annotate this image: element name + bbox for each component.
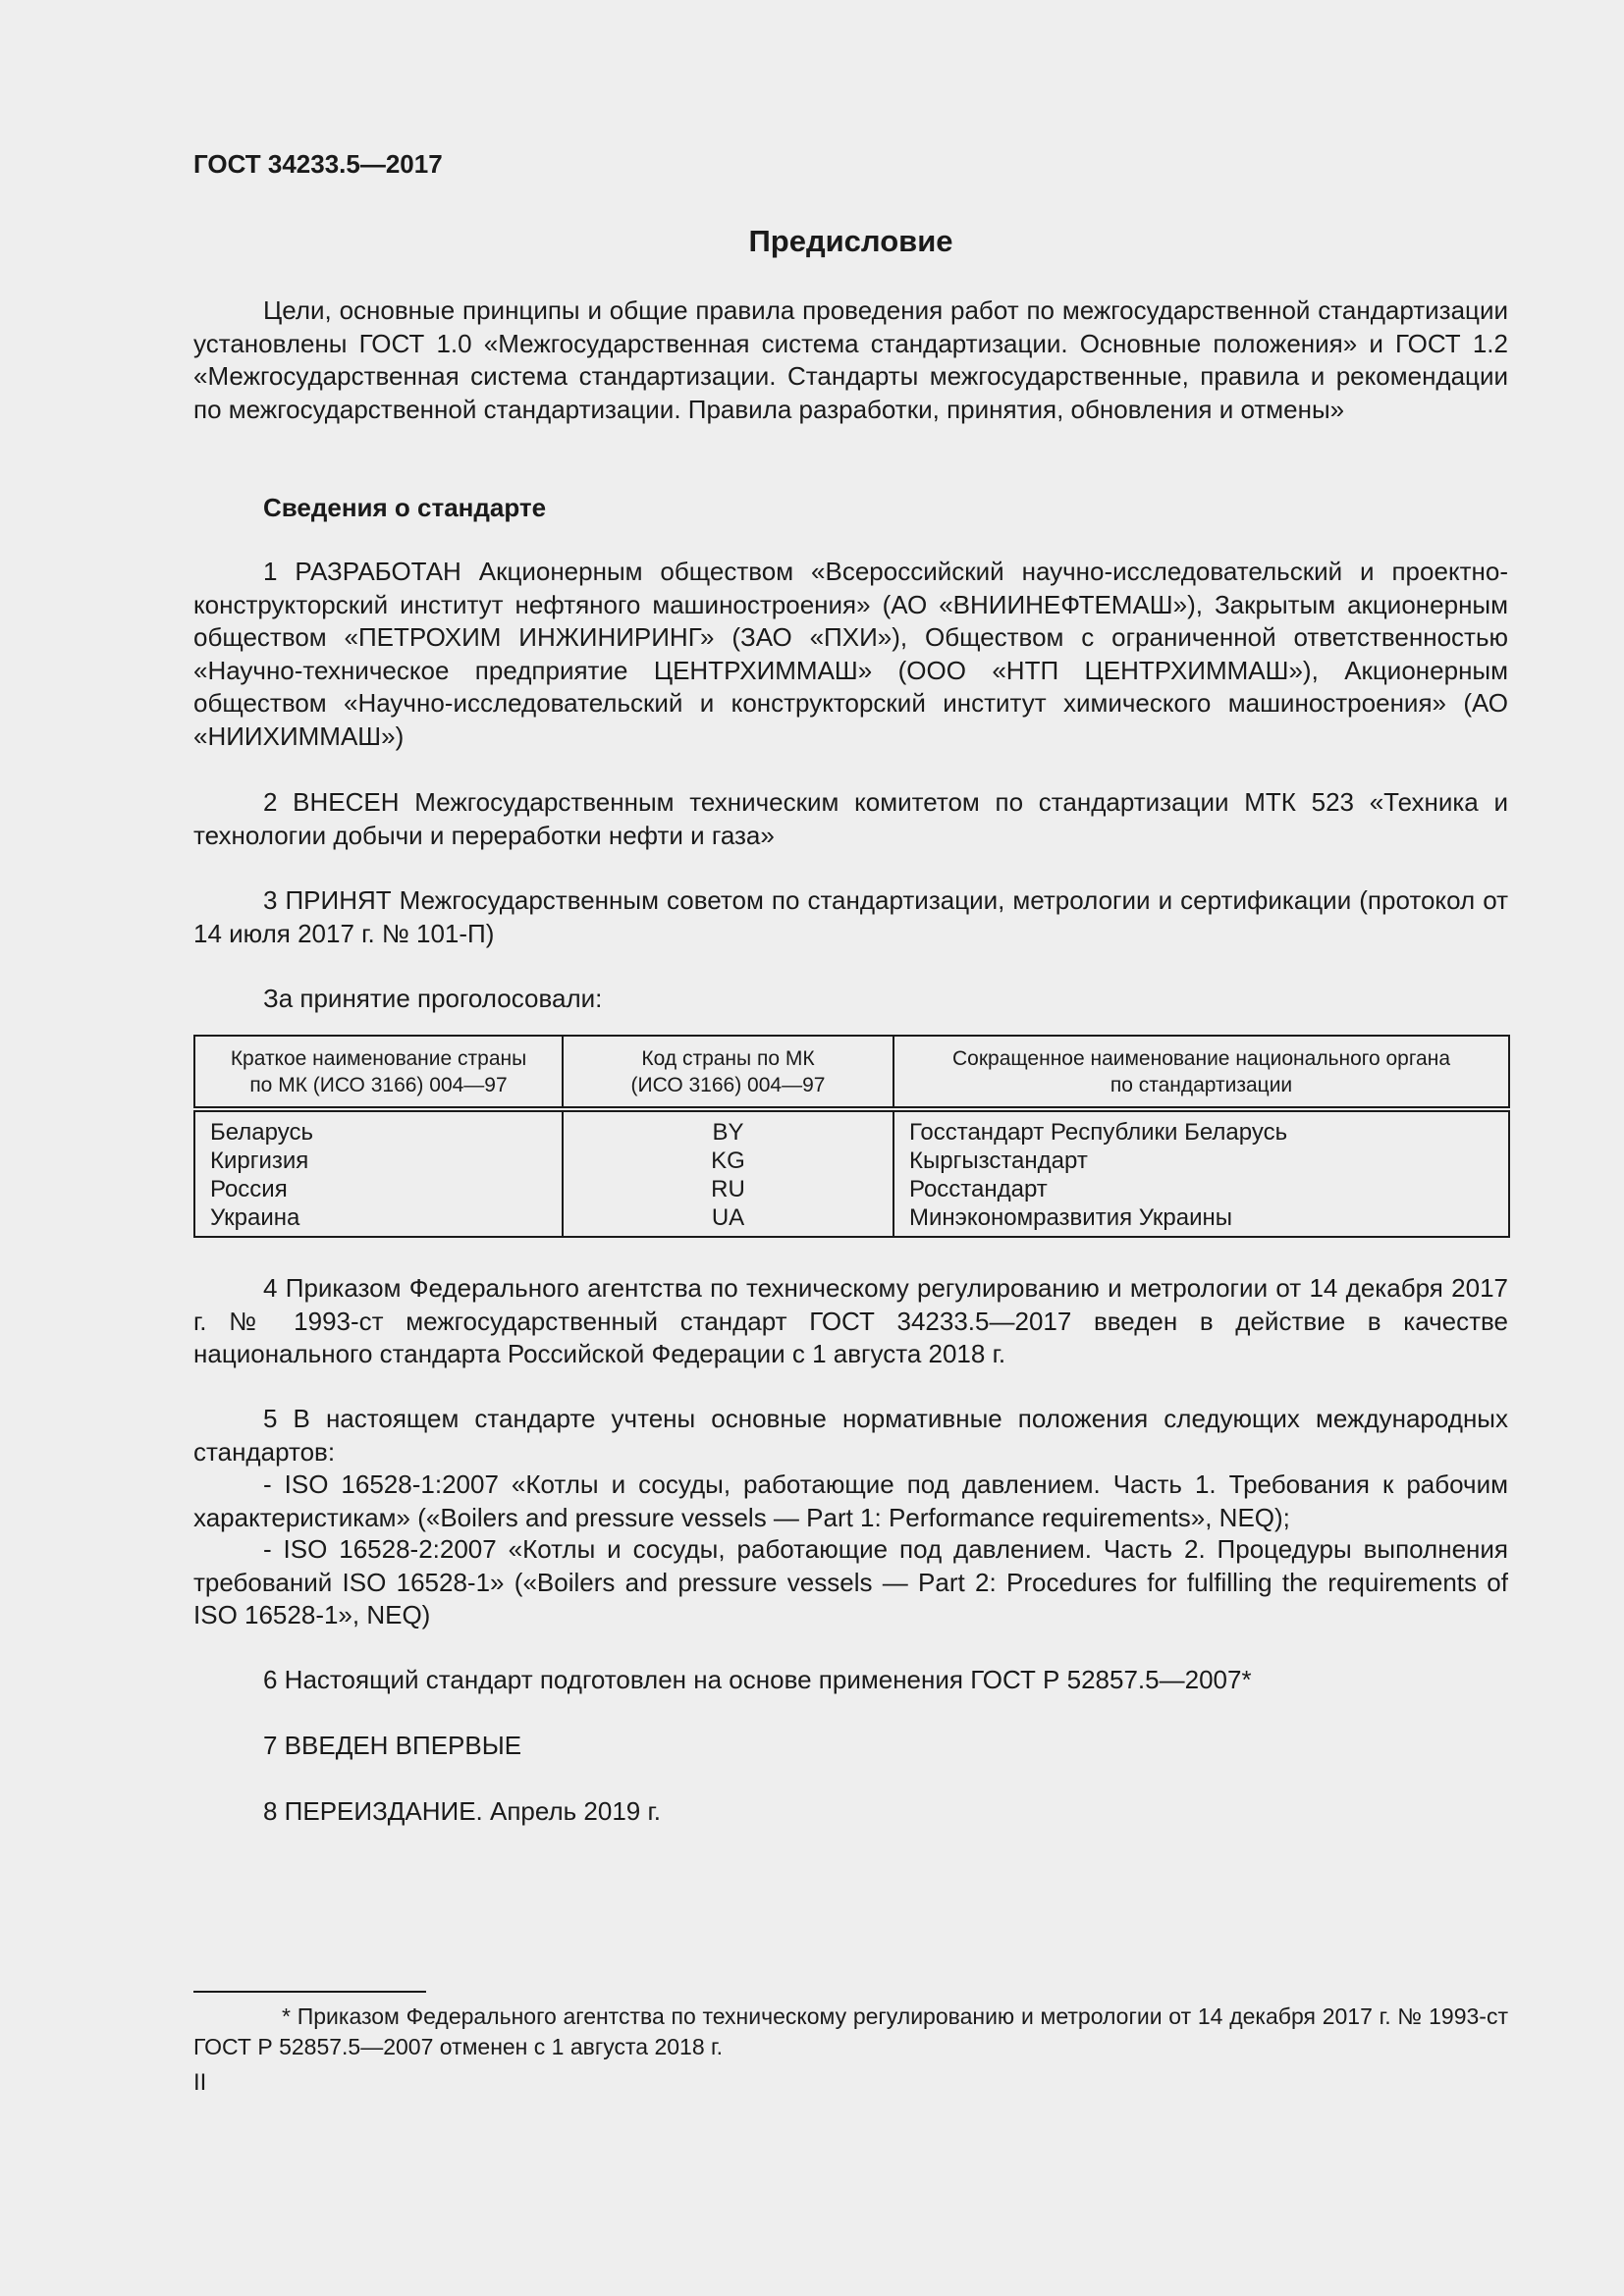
table-header-row xyxy=(194,1036,1509,1109)
agency-names-cell xyxy=(893,1109,1509,1237)
agency-name: Госстандарт Республики Беларусь xyxy=(909,1119,1288,1146)
item-5-iso-2: - ISO 16528-2:2007 «Котлы и сосуды, работающие под давлением. Часть 2. Процедуры выполнения требований ISO 16528-1» («Boilers and pressure vessels — Part 2: Procedures for fulfilling the requirements of ISO 16528-1», NEQ) xyxy=(193,1534,1508,1629)
item-7-first: 7 ВВЕДЕН ВПЕРВЫЕ xyxy=(263,1731,522,1760)
country-code: UA xyxy=(711,1204,745,1231)
country-name: Беларусь xyxy=(210,1119,313,1146)
item-3-adopted: 3 ПРИНЯТ Межгосударственным советом по стандартизации, метрологии и сертификации (протокол от 14 июля 2017 г. № 101-П) xyxy=(193,885,1508,948)
table-header-agency: Сокращенное наименование национального органа по стандартизации xyxy=(893,1036,1509,1109)
item-1-developed: 1 РАЗРАБОТАН Акционерным обществом «Всероссийский научно-исследовательский и проектно-конструкторский институт нефтяного машиностроения» (АО «ВНИИНЕФТЕМАШ»), Закрытым акционерным обществом «ПЕТРОХИМ ИНЖИНИРИНГ» (ЗАО «ПХИ»), Обществом с ограниченной ответственностью «Научно-техническое предприятие ЦЕНТРХИММАШ» (ООО «НТП ЦЕНТРХИММАШ»), Акционерным обществом «Научно-исследовательский и конструкторский институт химического машиностроения» (АО «НИИХИММАШ») xyxy=(193,557,1508,751)
country-name: Россия xyxy=(210,1176,288,1202)
intro-paragraph: Цели, основные принципы и общие правила проведения работ по межгосударственной стандартизации установлены ГОСТ 1.0 «Межгосударственная система стандартизации. Основные положения» и ГОСТ 1.2 «Межгосударственная система стандартизации. Стандарты межгосударственные, правила и рекомендации по межгосударственной стандартизации. Правила разработки, принятия, обновления и отмены» xyxy=(193,295,1508,424)
country-code: RU xyxy=(711,1176,745,1202)
footnote: * Приказом Федерального агентства по техническому регулированию и метрологии от 14 декабря 2017 г. № 1993-ст ГОСТ Р 52857.5—2007 отменен с 1 августа 2018 г. xyxy=(193,2003,1508,2059)
agency-name: Росстандарт xyxy=(909,1176,1048,1202)
page-number: II xyxy=(193,2069,207,2096)
country-name: Украина xyxy=(210,1204,300,1231)
country-code: KG xyxy=(711,1148,745,1174)
item-8-reissue: 8 ПЕРЕИЗДАНИЕ. Апрель 2019 г. xyxy=(263,1796,662,1826)
agency-name: Минэкономразвития Украины xyxy=(909,1204,1233,1231)
country-code: BY xyxy=(712,1119,744,1146)
table-header-country: Краткое наименование страны по МК (ИСО 3166) 004—97 xyxy=(194,1036,563,1109)
page-title: Предисловие xyxy=(748,224,953,258)
item-5-iso-1: - ISO 16528-1:2007 «Котлы и сосуды, работающие под давлением. Часть 1. Требования к рабочим характеристикам» («Boilers and pressure vessels — Part 1: Performance requirements», NEQ); xyxy=(193,1469,1508,1532)
table-body-row xyxy=(194,1109,1509,1237)
country-names-cell xyxy=(194,1109,563,1237)
table-header-code: Код страны по МК (ИСО 3166) 004—97 xyxy=(563,1036,893,1109)
item-4-order: 4 Приказом Федерального агентства по техническому регулированию и метрологии от 14 декабря 2017 г. № 1993-ст межгосударственный стандарт ГОСТ 34233.5—2017 введен в действие в качестве национального стандарта Российской Федерации с 1 августа 2018 г. xyxy=(193,1273,1508,1368)
voted-label: За принятие проголосовали: xyxy=(263,984,603,1013)
voting-table xyxy=(193,1035,1510,1238)
document-header: ГОСТ 34233.5—2017 xyxy=(193,149,443,179)
item-6-basis: 6 Настоящий стандарт подготовлен на основе применения ГОСТ Р 52857.5—2007* xyxy=(263,1665,1252,1694)
country-codes-cell xyxy=(563,1109,893,1237)
item-2-submitted: 2 ВНЕСЕН Межгосударственным техническим комитетом по стандартизации МТК 523 «Техника и технологии добычи и переработки нефти и газа» xyxy=(193,787,1508,850)
info-heading: Сведения о стандарте xyxy=(263,493,547,522)
agency-name: Кыргызстандарт xyxy=(909,1148,1088,1174)
item-5-intro: 5 В настоящем стандарте учтены основные нормативные положения следующих международных стандартов: xyxy=(193,1404,1508,1467)
footnote-divider xyxy=(193,1991,426,1993)
country-name: Киргизия xyxy=(210,1148,309,1174)
